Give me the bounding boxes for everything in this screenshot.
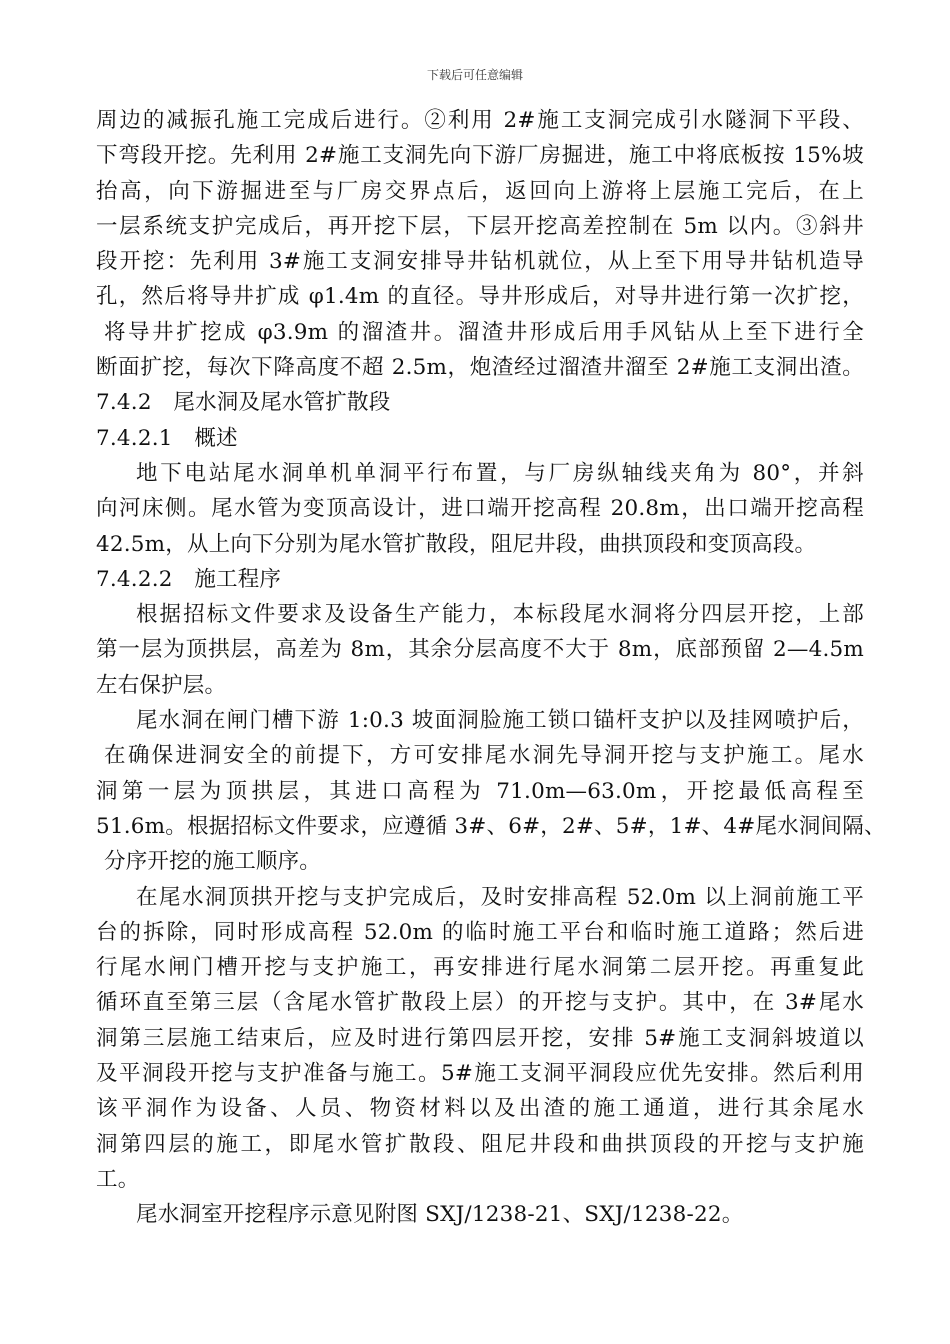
- text-line: 一层系统支护完成后，再开挖下层，下层开挖高差控制在 5m 以内。③斜井: [96, 213, 864, 239]
- text-line: 循环直至第三层（含尾水管扩散段上层）的开挖与支护。其中，在 3#尾水: [96, 990, 864, 1016]
- text-line: 第一层为顶拱层，高差为 8m，其余分层高度不大于 8m，底部预留 2—4.5m: [96, 637, 864, 663]
- text-line: 周边的减振孔施工完成后进行。②利用 2#施工支洞完成引水隧洞下平段、: [96, 108, 864, 133]
- text-line: 地下电站尾水洞单机单洞平行布置，与厂房纵轴线夹角为 80°，并斜: [136, 460, 864, 486]
- text-line: 洞第四层的施工，即尾水管扩散段、阻尼井段和曲拱顶段的开挖与支护施: [96, 1131, 864, 1157]
- text-line: 工。: [96, 1166, 140, 1192]
- section-heading: 7.4.2 尾水洞及尾水管扩散段: [96, 390, 391, 416]
- text-line: 在尾水洞顶拱开挖与支护完成后，及时安排高程 52.0m 以上洞前施工平: [136, 884, 864, 910]
- text-line: 该平洞作为设备、人员、物资材料以及出渣的施工通道，进行其余尾水: [96, 1096, 864, 1122]
- text-line: 在确保进洞安全的前提下，方可安排尾水洞先导洞开挖与支护施工。尾水: [104, 743, 864, 769]
- text-line: 向河床侧。尾水管为变顶高设计，进口端开挖高程 20.8m，出口端开挖高程: [96, 496, 864, 522]
- text-line: 洞第三层施工结束后，应及时进行第四层开挖，安排 5#施工支洞斜坡道以: [96, 1025, 864, 1051]
- text-line: 51.6m。根据招标文件要求，应遵循 3#、6#，2#、5#，1#、4#尾水洞间隔、: [96, 813, 886, 839]
- section-heading: 7.4.2.2 施工程序: [96, 566, 282, 592]
- section-heading: 7.4.2.1 概述: [96, 425, 238, 451]
- text-line: 抬高，向下游掘进至与厂房交界点后，返回向上游将上层施工完后，在上: [96, 178, 864, 204]
- text-line: 下弯段开挖。先利用 2#施工支洞先向下游厂房掘进，施工中将底板按 15%坡: [96, 143, 864, 169]
- text-line: 台的拆除，同时形成高程 52.0m 的临时施工平台和临时施工道路；然后进: [96, 919, 864, 945]
- text-line: 行尾水闸门槽开挖与支护施工，再安排进行尾水洞第二层开挖。再重复此: [96, 955, 864, 981]
- text-line: 根据招标文件要求及设备生产能力，本标段尾水洞将分四层开挖，上部: [136, 602, 864, 628]
- text-line: 尾水洞室开挖程序示意见附图 SXJ/1238-21、SXJ/1238-22。: [136, 1202, 744, 1228]
- text-line: 将导井扩挖成 φ3.9m 的溜渣井。溜渣井形成后用手风钻从上至下进行全: [104, 319, 864, 345]
- text-line: 42.5m，从上向下分别为尾水管扩散段，阻尼井段，曲拱顶段和变顶高段。: [96, 531, 817, 557]
- document-body: [96, 103, 886, 1233]
- page-header: 下载后可任意编辑: [426, 68, 523, 82]
- text-line: 分序开挖的施工顺序。: [104, 849, 322, 875]
- text-line: 孔，然后将导井扩成 φ1.4m 的直径。导井形成后，对导井进行第一次扩挖，: [96, 284, 864, 310]
- text-line: 左右保护层。: [96, 672, 227, 698]
- text-line: 尾水洞在闸门槽下游 1:0.3 坡面洞脸施工锁口锚杆支护以及挂网喷护后，: [136, 708, 864, 734]
- text-line: 洞第一层为顶拱层，其进口高程为 71.0m—63.0m，开挖最低高程至: [96, 778, 864, 804]
- text-line: 及平洞段开挖与支护准备与施工。5#施工支洞平洞段应优先安排。然后利用: [96, 1061, 864, 1087]
- text-line: 断面扩挖，每次下降高度不超 2.5m，炮渣经过溜渣井溜至 2#施工支洞出渣。: [96, 355, 864, 381]
- text-line: 段开挖：先利用 3#施工支洞安排导井钻机就位，从上至下用导井钻机造导: [96, 249, 864, 275]
